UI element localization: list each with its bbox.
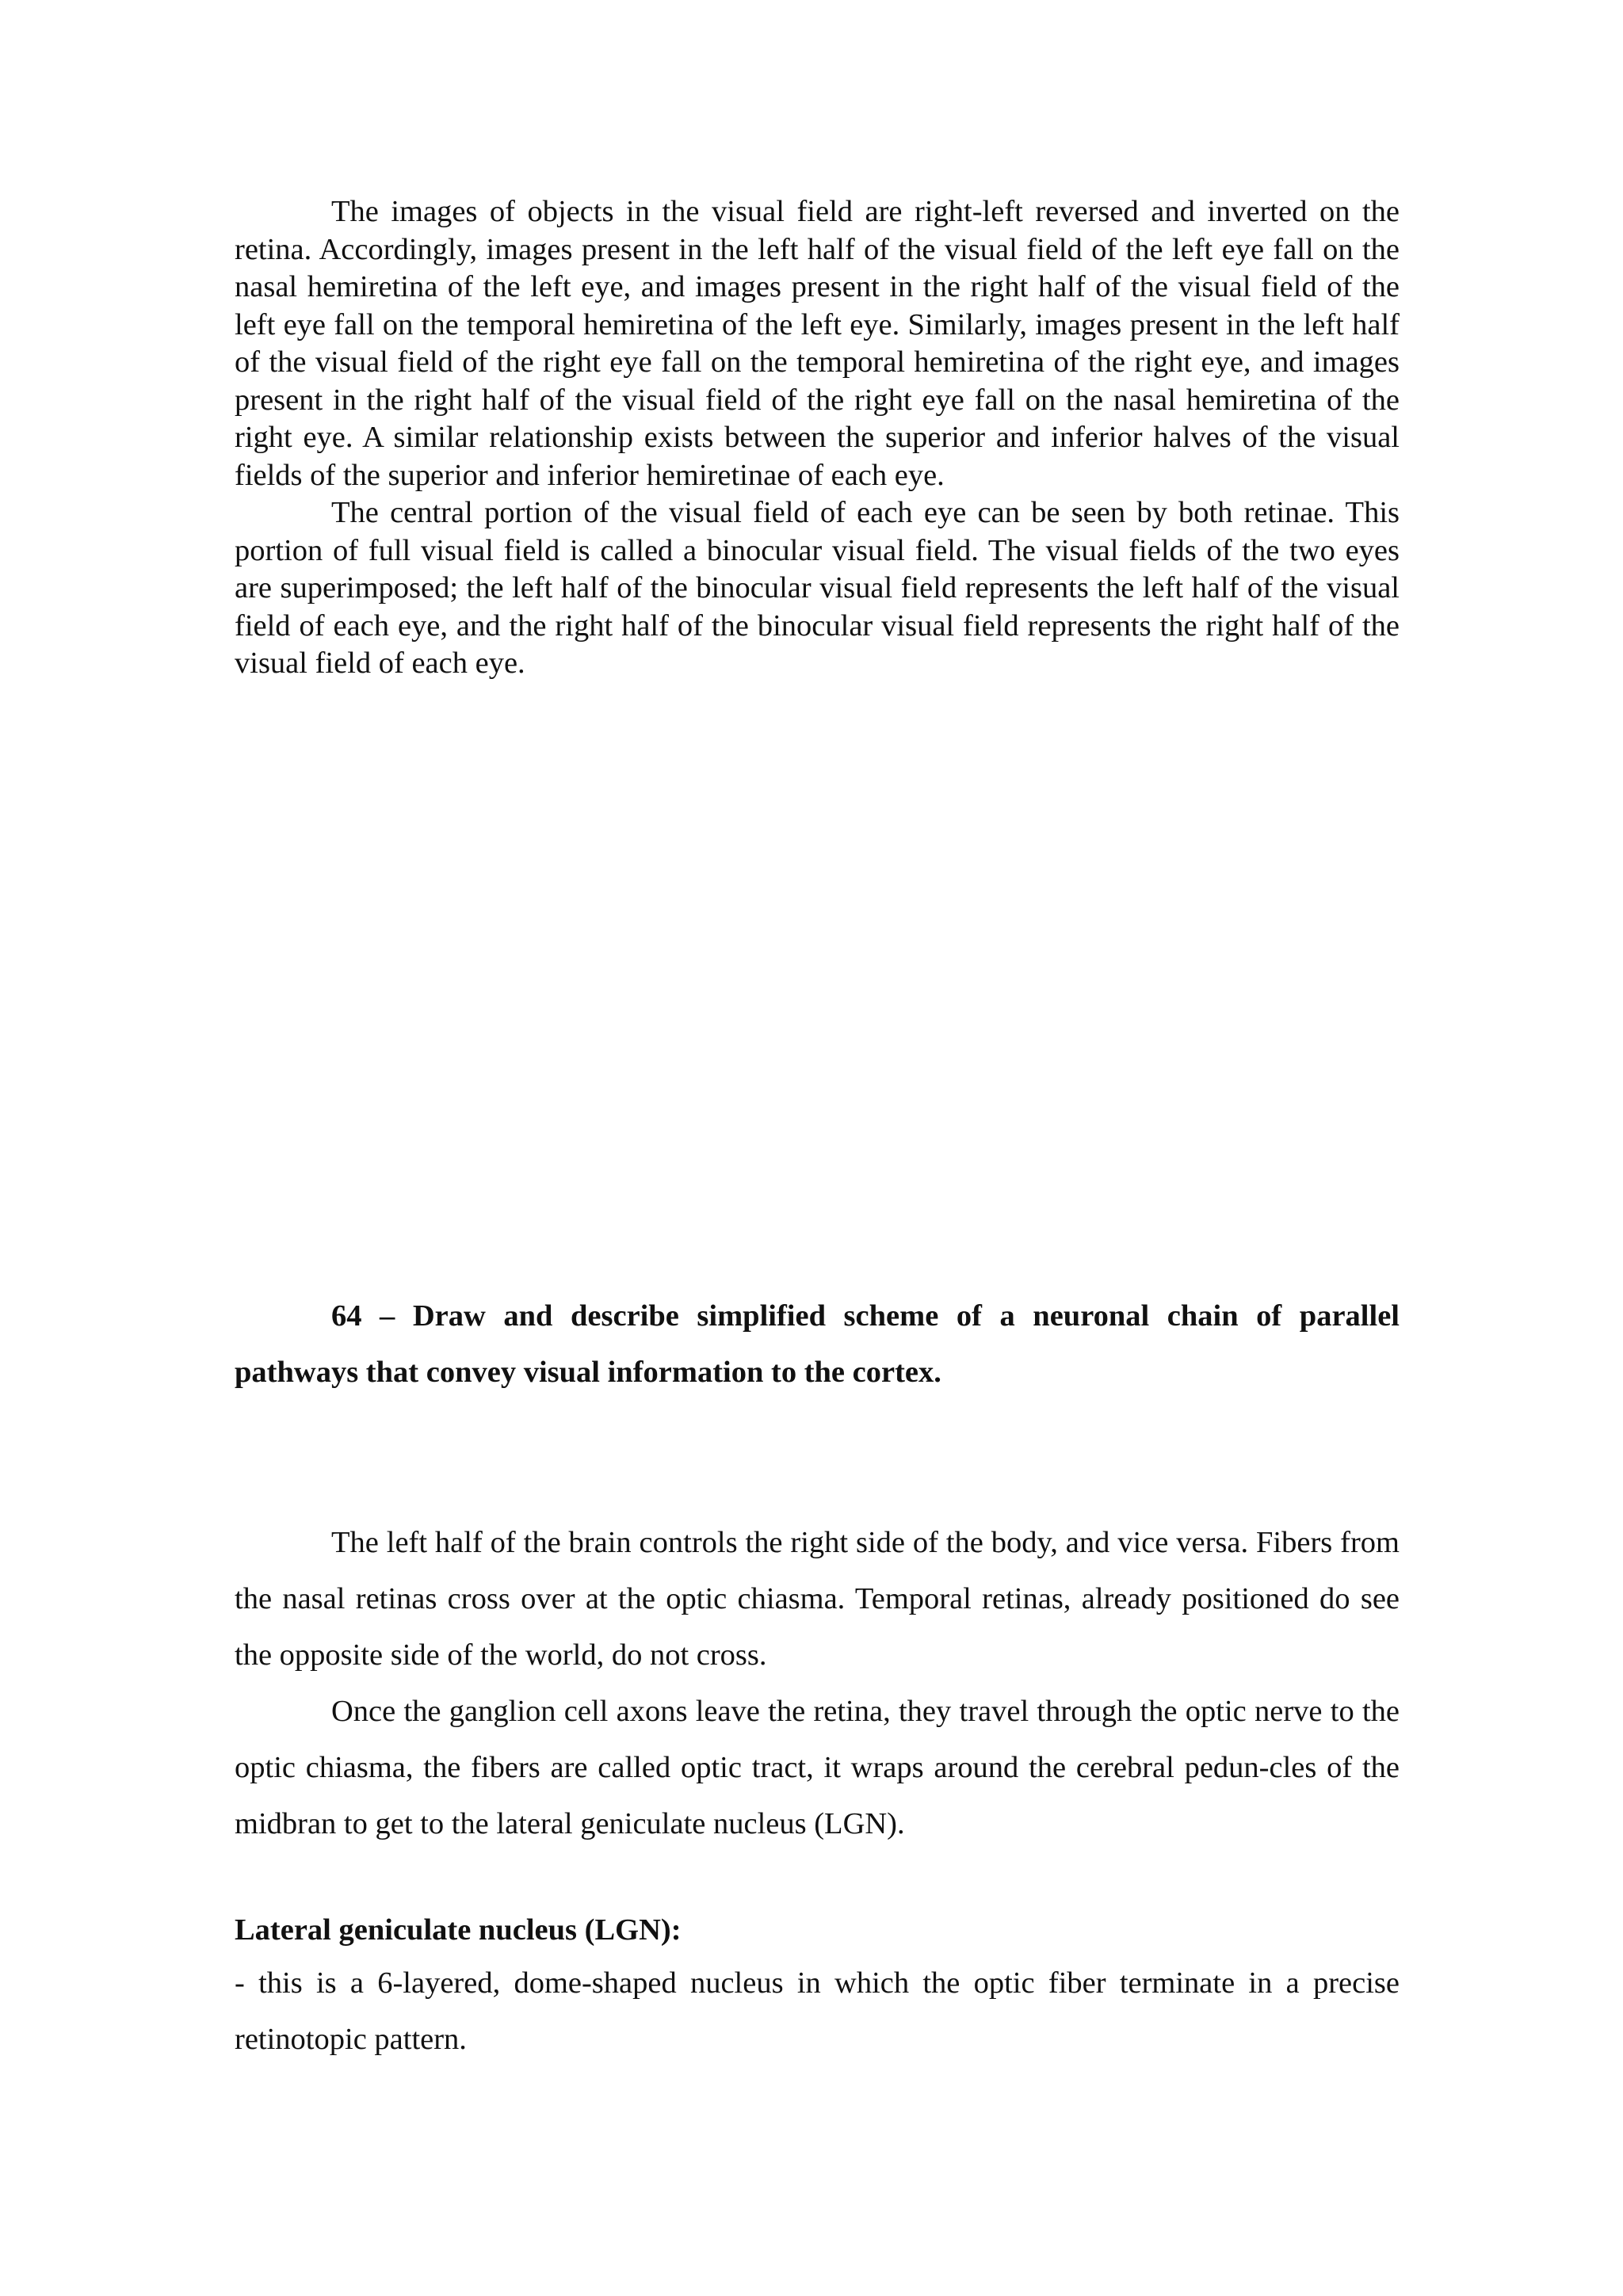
visual-field-section [235, 193, 1400, 683]
pathway-section [235, 1515, 1400, 1852]
paragraph-optic-tract: Once the ganglion cell axons leave the retina, they travel through the optic nerve to the optic chiasma, the fibers are called optic tract, it wraps around the cerebral pedun-cles of the midbran to get to the lateral geniculate nucleus (LGN). [235, 1695, 1400, 1840]
lgn-description: - this is a 6-layered, dome-shaped nucleus in which the optic fiber terminate in a precise retinotopic pattern. [235, 1966, 1400, 2056]
question-heading: 64 – Draw and describe simplified scheme of a neuronal chain of parallel pathways that convey visual information to the cortex. [235, 1299, 1400, 1389]
paragraph-crossing-fibers: The left half of the brain controls the right side of the body, and vice versa. Fibers from the nasal retinas cross over at the optic chiasma. Temporal retinas, already positioned do see the opposite side of the world, do not cross. [235, 1526, 1400, 1672]
paragraph-binocular-field: The central portion of the visual field of each eye can be seen by both retinae. This portion of full visual field is called a binocular visual field. The visual fields of the two eyes are superimposed; the left half of the binocular visual field represents the left half of the visual field of each eye, and the right half of the binocular visual field represents the right half of the visual field of each eye. [235, 496, 1400, 680]
lgn-heading: Lateral geniculate nucleus (LGN): [235, 1913, 682, 1947]
paragraph-retina-images: The images of objects in the visual field are right-left reversed and inverted on the retina. Accordingly, images present in the left half of the visual field of the left eye fall on the nasal hemiretina of the left eye, and images present in the right half of the visual field of the left eye fall on the temporal hemiretina of the left eye. Similarly, images present in the left half of the visual field of the right eye fall on the temporal hemiretina of the right eye, and images present in the right half of the visual field of the right eye fall on the nasal hemiretina of the right eye. A similar relationship exists between the superior and inferior halves of the visual fields of the superior and inferior hemiretinae of each eye. [235, 195, 1400, 492]
lgn-section [235, 1908, 1400, 2068]
question-heading-section [235, 1288, 1400, 1401]
